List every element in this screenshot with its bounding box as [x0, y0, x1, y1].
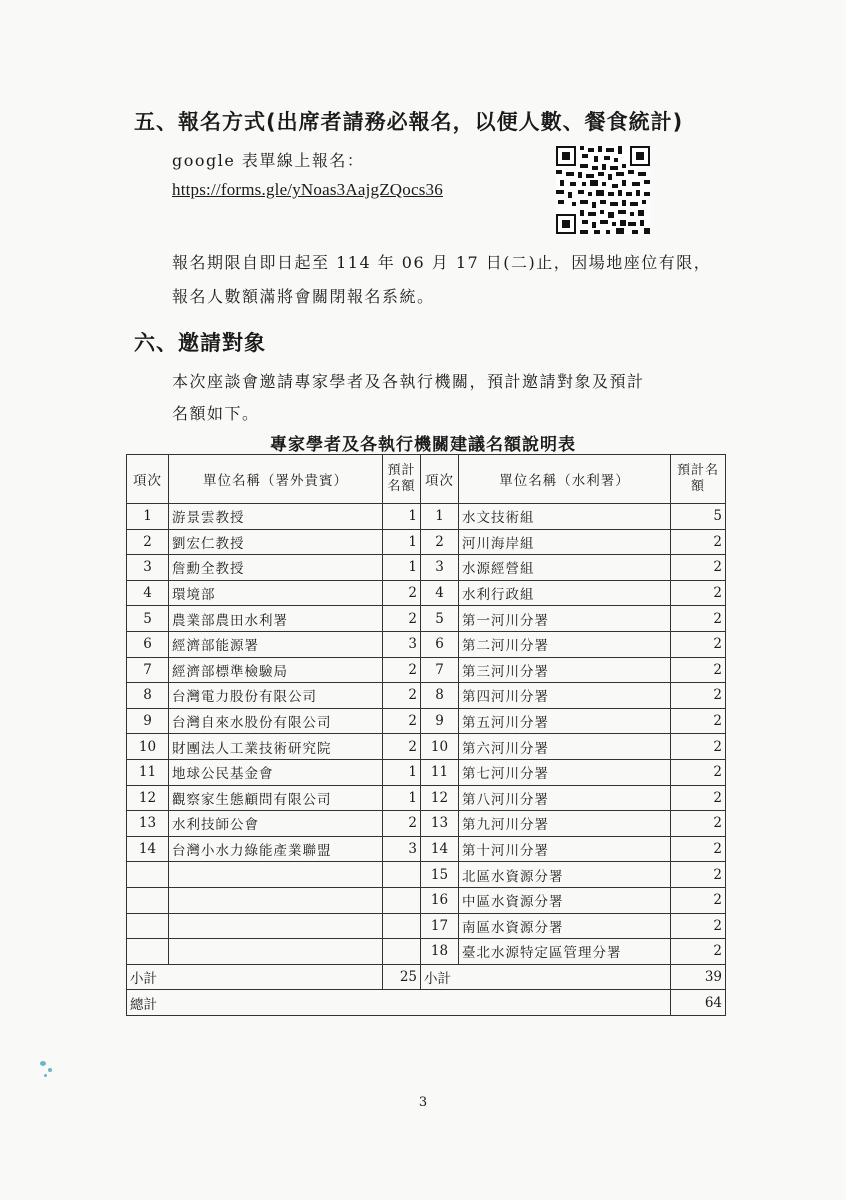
right-no: 12 [421, 785, 459, 811]
right-unit-name: 第一河川分署 [459, 606, 671, 632]
left-quota: 2 [383, 734, 421, 760]
left-no: 11 [127, 759, 169, 785]
left-quota: 2 [383, 683, 421, 709]
table-header-row [127, 455, 726, 504]
section5-heading: 五、報名方式(出席者請務必報名，以便人數、餐食統計) [134, 110, 684, 134]
right-quota: 2 [671, 555, 726, 581]
left-quota: 1 [383, 529, 421, 555]
right-no: 1 [421, 504, 459, 530]
invite-text-line-2: 名額如下。 [172, 404, 260, 423]
left-no: 7 [127, 657, 169, 683]
right-unit-name: 河川海岸組 [459, 529, 671, 555]
left-no: 2 [127, 529, 169, 555]
right-no: 4 [421, 580, 459, 606]
left-no: 4 [127, 580, 169, 606]
left-unit-name [169, 862, 383, 888]
right-quota: 2 [671, 862, 726, 888]
right-unit-name: 水利行政組 [459, 580, 671, 606]
table-row [127, 606, 726, 632]
table-row [127, 759, 726, 785]
left-no [127, 887, 169, 913]
quota-table [126, 454, 726, 1016]
right-no: 10 [421, 734, 459, 760]
right-quota: 2 [671, 759, 726, 785]
left-no [127, 913, 169, 939]
right-quota: 2 [671, 887, 726, 913]
right-quota: 2 [671, 606, 726, 632]
left-quota: 2 [383, 580, 421, 606]
left-quota: 3 [383, 631, 421, 657]
left-quota [383, 862, 421, 888]
left-subtotal-label: 小計 [127, 964, 383, 990]
right-quota: 5 [671, 504, 726, 530]
right-no: 13 [421, 811, 459, 837]
table-row [127, 734, 726, 760]
left-quota: 1 [383, 555, 421, 581]
right-subtotal-label: 小計 [421, 964, 671, 990]
table-row [127, 862, 726, 888]
right-unit-name: 第十河川分署 [459, 836, 671, 862]
table-row [127, 657, 726, 683]
header-no-right: 項次 [421, 455, 459, 504]
registration-link[interactable]: https://forms.gle/yNoas3AajgZQocs36 [172, 180, 443, 199]
right-quota: 2 [671, 708, 726, 734]
right-quota: 2 [671, 631, 726, 657]
right-quota: 2 [671, 683, 726, 709]
section6-heading: 六、邀請對象 [134, 331, 266, 355]
left-unit-name: 台灣自來水股份有限公司 [169, 708, 383, 734]
right-no: 18 [421, 939, 459, 965]
right-quota: 2 [671, 657, 726, 683]
right-no: 17 [421, 913, 459, 939]
table-row [127, 555, 726, 581]
left-unit-name: 經濟部能源署 [169, 631, 383, 657]
table-row [127, 785, 726, 811]
right-no: 5 [421, 606, 459, 632]
right-unit-name: 第九河川分署 [459, 811, 671, 837]
left-unit-name: 環境部 [169, 580, 383, 606]
left-no [127, 862, 169, 888]
right-no: 9 [421, 708, 459, 734]
page-number: 3 [418, 1095, 428, 1110]
left-subtotal-value: 25 [383, 964, 421, 990]
left-unit-name: 農業部農田水利署 [169, 606, 383, 632]
right-unit-name: 第六河川分署 [459, 734, 671, 760]
invite-text-line-1: 本次座談會邀請專家學者及各執行機關，預計邀請對象及預計 [172, 372, 645, 391]
left-quota: 2 [383, 708, 421, 734]
left-quota [383, 913, 421, 939]
left-no: 5 [127, 606, 169, 632]
table-row [127, 811, 726, 837]
left-no: 10 [127, 734, 169, 760]
left-unit-name: 劉宏仁教授 [169, 529, 383, 555]
left-no: 6 [127, 631, 169, 657]
table-row [127, 708, 726, 734]
left-unit-name: 地球公民基金會 [169, 759, 383, 785]
right-subtotal-value: 39 [671, 964, 726, 990]
left-quota: 2 [383, 606, 421, 632]
right-quota: 2 [671, 913, 726, 939]
header-no-left: 項次 [127, 455, 169, 504]
right-unit-name: 水源經營組 [459, 555, 671, 581]
right-quota: 2 [671, 785, 726, 811]
left-unit-name: 台灣小水力綠能產業聯盟 [169, 836, 383, 862]
left-quota: 1 [383, 785, 421, 811]
right-unit-name: 第三河川分署 [459, 657, 671, 683]
left-unit-name: 游景雲教授 [169, 504, 383, 530]
right-no: 7 [421, 657, 459, 683]
subtotal-row [127, 964, 726, 990]
table-row [127, 504, 726, 530]
table-row [127, 529, 726, 555]
right-quota: 2 [671, 939, 726, 965]
left-unit-name: 台灣電力股份有限公司 [169, 683, 383, 709]
table-row [127, 631, 726, 657]
total-row [127, 990, 726, 1016]
google-form-label: google 表單線上報名： [172, 151, 365, 170]
left-no: 8 [127, 683, 169, 709]
header-right-unit: 單位名稱（水利署） [459, 455, 671, 504]
table-row [127, 887, 726, 913]
left-unit-name: 經濟部標準檢驗局 [169, 657, 383, 683]
right-no: 11 [421, 759, 459, 785]
left-quota: 2 [383, 657, 421, 683]
table-row [127, 580, 726, 606]
deadline-line-1: 報名期限自即日起至 114 年 06 月 17 日(二)止，因場地座位有限， [172, 253, 712, 272]
left-no: 9 [127, 708, 169, 734]
qr-code-icon [556, 146, 650, 234]
right-no: 6 [421, 631, 459, 657]
left-unit-name: 觀察家生態顧問有限公司 [169, 785, 383, 811]
left-quota: 1 [383, 504, 421, 530]
left-no: 1 [127, 504, 169, 530]
right-unit-name: 第八河川分署 [459, 785, 671, 811]
total-value: 64 [671, 990, 726, 1016]
left-no [127, 939, 169, 965]
right-unit-name: 第七河川分署 [459, 759, 671, 785]
left-no: 12 [127, 785, 169, 811]
header-left-unit: 單位名稱（署外貴賓） [169, 455, 383, 504]
table-row [127, 939, 726, 965]
deadline-line-2: 報名人數額滿將會關閉報名系統。 [172, 287, 435, 306]
right-no: 14 [421, 836, 459, 862]
header-quota-left: 預計名額 [383, 455, 421, 504]
right-no: 3 [421, 555, 459, 581]
left-unit-name [169, 939, 383, 965]
left-unit-name: 財團法人工業技術研究院 [169, 734, 383, 760]
right-quota: 2 [671, 836, 726, 862]
table-row [127, 683, 726, 709]
left-unit-name [169, 913, 383, 939]
right-unit-name: 南區水資源分署 [459, 913, 671, 939]
header-quota-right: 預計名額 [671, 455, 726, 504]
left-quota: 1 [383, 759, 421, 785]
right-no: 2 [421, 529, 459, 555]
left-no: 14 [127, 836, 169, 862]
right-no: 16 [421, 887, 459, 913]
left-quota [383, 887, 421, 913]
table-row [127, 836, 726, 862]
total-label: 總計 [127, 990, 671, 1016]
right-no: 15 [421, 862, 459, 888]
right-unit-name: 水文技術組 [459, 504, 671, 530]
table-row [127, 913, 726, 939]
left-quota: 3 [383, 836, 421, 862]
right-unit-name: 中區水資源分署 [459, 887, 671, 913]
right-quota: 2 [671, 580, 726, 606]
right-unit-name: 第五河川分署 [459, 708, 671, 734]
left-quota [383, 939, 421, 965]
right-quota: 2 [671, 811, 726, 837]
table-title: 專家學者及各執行機關建議名額說明表 [270, 435, 576, 455]
right-unit-name: 臺北水源特定區管理分署 [459, 939, 671, 965]
right-quota: 2 [671, 734, 726, 760]
left-unit-name: 詹勳全教授 [169, 555, 383, 581]
right-unit-name: 第二河川分署 [459, 631, 671, 657]
left-quota: 2 [383, 811, 421, 837]
right-no: 8 [421, 683, 459, 709]
right-quota: 2 [671, 529, 726, 555]
right-unit-name: 北區水資源分署 [459, 862, 671, 888]
left-no: 13 [127, 811, 169, 837]
right-unit-name: 第四河川分署 [459, 683, 671, 709]
left-no: 3 [127, 555, 169, 581]
left-unit-name: 水利技師公會 [169, 811, 383, 837]
left-unit-name [169, 887, 383, 913]
